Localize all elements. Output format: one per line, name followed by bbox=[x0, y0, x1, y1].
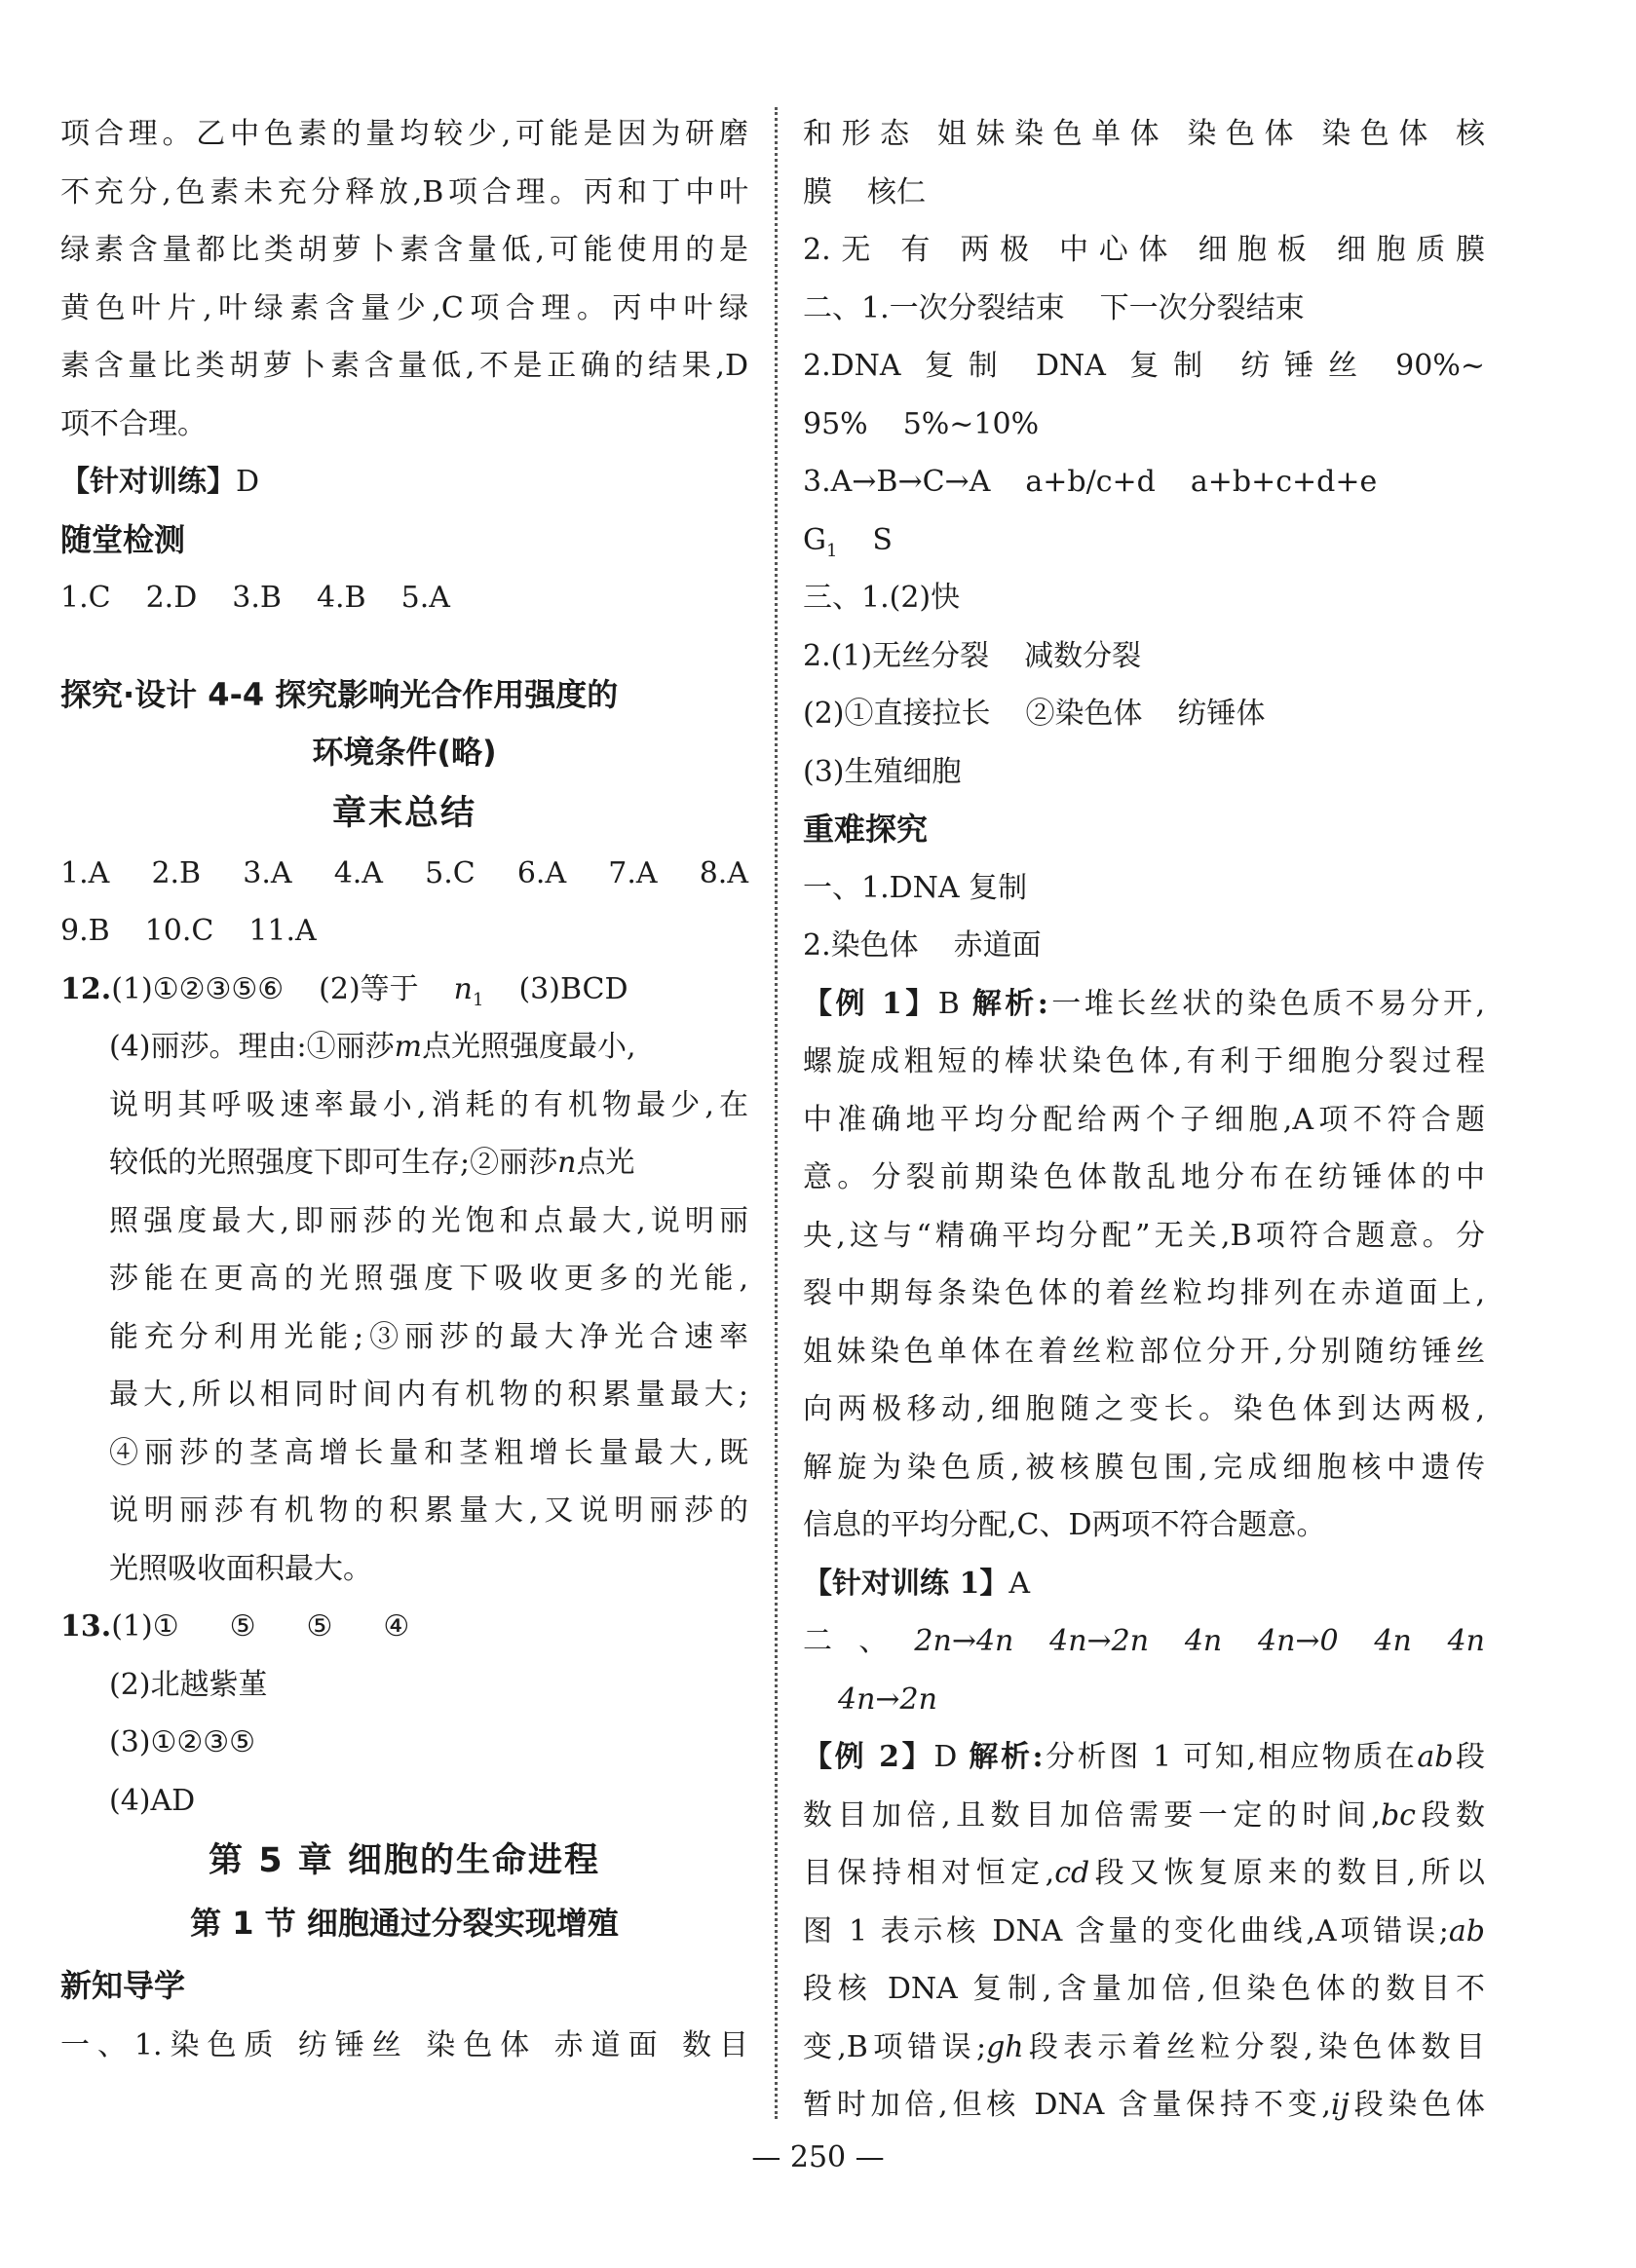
q12-4-line: 照强度最大,即丽莎的光饱和点最大,说明丽 bbox=[109, 1203, 748, 1238]
q12-4-line: (4)丽莎。理由:①丽莎m点光照强度最小, bbox=[109, 1030, 636, 1064]
right-column bbox=[803, 105, 1485, 2135]
text-line: 项合理。乙中色素的量均较少,可能是因为研磨 bbox=[60, 117, 748, 151]
answer-row: (2)①直接拉长 ②染色体 纺锤体 bbox=[803, 697, 1266, 731]
example1-line: 【例 1】B 解析:一堆长丝状的染色质不易分开, bbox=[803, 986, 1485, 1021]
answer-row: 二、2n→4n 4n→2n 4n 4n→0 4n 4n bbox=[803, 1624, 1485, 1658]
column-divider bbox=[775, 107, 778, 2119]
text-line: 项不合理。 bbox=[60, 406, 207, 441]
inquiry-title-line2: 环境条件(略) bbox=[312, 734, 497, 771]
key-heading: 重难探究 bbox=[803, 811, 929, 848]
quiz-answers: 1.C 2.D 3.B 4.B 5.A bbox=[60, 581, 450, 615]
q13-line: 13.(1)① ⑤ ⑤ ④ bbox=[60, 1609, 410, 1644]
drill-label: 【针对训练】 bbox=[60, 465, 236, 499]
answer-row: 2.染色体 赤道面 bbox=[803, 928, 1042, 963]
answer-row: (3)生殖细胞 bbox=[803, 754, 962, 789]
answer-row: 一、1.DNA 复制 bbox=[803, 870, 1028, 905]
answer-row: 2.(1)无丝分裂 减数分裂 bbox=[803, 638, 1142, 673]
answer-row: 二、1.一次分裂结束 下一次分裂结束 bbox=[803, 290, 1305, 325]
text-line: 素含量比类胡萝卜素含量低,不是正确的结果,D bbox=[60, 349, 748, 383]
left-column bbox=[60, 105, 748, 2075]
text-line: 数目加倍,且数目加倍需要一定的时间,bc段数 bbox=[803, 1797, 1485, 1833]
answer-row: 一、1.染色质 纺锤丝 染色体 赤道面 数目 bbox=[60, 2028, 749, 2062]
new-knowledge-heading: 新知导学 bbox=[60, 1967, 186, 2004]
text-line: 不充分,色素未充分释放,B项合理。丙和丁中叶 bbox=[60, 174, 748, 209]
drill-answer-line: 【针对训练】D bbox=[60, 465, 260, 499]
q13-line: (3)①②③⑤ bbox=[109, 1725, 256, 1759]
text-line: 段核 DNA 复制,含量加倍,但染色体的数目不 bbox=[803, 1972, 1485, 2006]
q12-line: 12.(1)①②③⑤⑥ (2)等于 $n_1$ (3)BCD bbox=[60, 971, 628, 1010]
q12-4-line: 最大,所以相同时间内有机物的积累量最大; bbox=[109, 1378, 748, 1412]
text-line: 变,B项错误;gh段表示着丝粒分裂,染色体数目 bbox=[803, 2029, 1485, 2064]
text-line: 信息的平均分配,C、D两项不符合题意。 bbox=[803, 1508, 1326, 1542]
text-line: 裂中期每条染色体的着丝粒均排列在赤道面上, bbox=[803, 1276, 1485, 1310]
text-line: 意。分裂前期染色体散乱地分布在纺锤体的中 bbox=[803, 1160, 1485, 1194]
text-line: 解旋为染色质,被核膜包围,完成细胞核中遗传 bbox=[803, 1450, 1485, 1485]
answer-row: 4n→2n bbox=[838, 1682, 937, 1717]
text-line: 暂时加倍,但核 DNA 含量保持不变,ij段染色体 bbox=[803, 2088, 1485, 2122]
chapter-title: 第 5 章 细胞的生命进程 bbox=[209, 1841, 600, 1880]
answer-row: 1.A 2.B 3.A 4.A 5.C 6.A 7.A 8.A bbox=[60, 855, 749, 890]
example2-line: 【例 2】D 解析:分析图 1 可知,相应物质在ab段 bbox=[803, 1740, 1486, 1774]
text-line: 螺旋成粗短的棒状染色体,有利于细胞分裂过程 bbox=[803, 1044, 1485, 1078]
summary-heading: 章末总结 bbox=[331, 793, 476, 833]
drill1-answer-line: 【针对训练 1】A bbox=[803, 1566, 1030, 1601]
answer-row: 95% 5%~10% bbox=[803, 406, 1040, 441]
text-line: 中准确地平均分配给两个子细胞,A项不符合题 bbox=[803, 1102, 1485, 1137]
text-line: 绿素含量都比类胡萝卜素含量低,可能使用的是 bbox=[60, 233, 748, 267]
answer-row: 2.无 有 两极 中心体 细胞板 细胞质膜 bbox=[803, 233, 1486, 267]
q13-line: (4)AD bbox=[109, 1783, 196, 1818]
inquiry-title-line1: 探究·设计 4-4 探究影响光合作用强度的 bbox=[60, 675, 619, 713]
text-line: 目保持相对恒定,cd段又恢复原来的数目,所以 bbox=[803, 1856, 1485, 1890]
answer-row: 9.B 10.C 11.A bbox=[60, 914, 317, 948]
answer-row: 3.A→B→C→A a+b/c+d a+b+c+d+e bbox=[803, 465, 1378, 499]
q13-line: (2)北越紫堇 bbox=[109, 1667, 268, 1702]
answer-row: 三、1.(2)快 bbox=[803, 581, 961, 615]
text-line: 黄色叶片,叶绿素含量少,C项合理。丙中叶绿 bbox=[60, 290, 748, 325]
text-line: 向两极移动,细胞随之变长。染色体到达两极, bbox=[803, 1392, 1485, 1426]
q12-4-line: 能充分利用光能;③丽莎的最大净光合速率 bbox=[109, 1319, 748, 1354]
section-title: 第 1 节 细胞通过分裂实现增殖 bbox=[190, 1905, 619, 1942]
text-line: 图 1 表示核 DNA 含量的变化曲线,A项错误;ab bbox=[803, 1913, 1485, 1948]
q12-4-line: 说明其呼吸速率最小,消耗的有机物最少,在 bbox=[109, 1087, 748, 1122]
q12-4-line: 莎能在更高的光照强度下吸收更多的光能, bbox=[109, 1262, 748, 1296]
page-number: — 250 — bbox=[751, 2140, 885, 2174]
q12-4-line: ④丽莎的茎高增长量和茎粗增长量最大,既 bbox=[109, 1435, 748, 1470]
text-line: 央,这与“精确平均分配”无关,B项符合题意。分 bbox=[803, 1218, 1485, 1253]
quiz-heading: 随堂检测 bbox=[60, 520, 186, 558]
answer-row: 和形态 姐妹染色单体 染色体 染色体 核 bbox=[803, 117, 1486, 151]
answer-row: 2.DNA 复制 DNA 复制 纺锤丝 90%~ bbox=[803, 349, 1485, 383]
answer-row: $G_1$ S bbox=[803, 522, 893, 561]
q12-4-line: 说明丽莎有机物的积累量大,又说明丽莎的 bbox=[109, 1493, 748, 1528]
answer-row: 膜 核仁 bbox=[803, 174, 926, 209]
q12-4-line: 较低的光照强度下即可生存;②丽莎n点光 bbox=[109, 1146, 635, 1180]
q12-4-line: 光照吸收面积最大。 bbox=[109, 1551, 372, 1586]
text-line: 姐妹染色单体在着丝粒部位分开,分别随纺锤丝 bbox=[803, 1334, 1485, 1369]
